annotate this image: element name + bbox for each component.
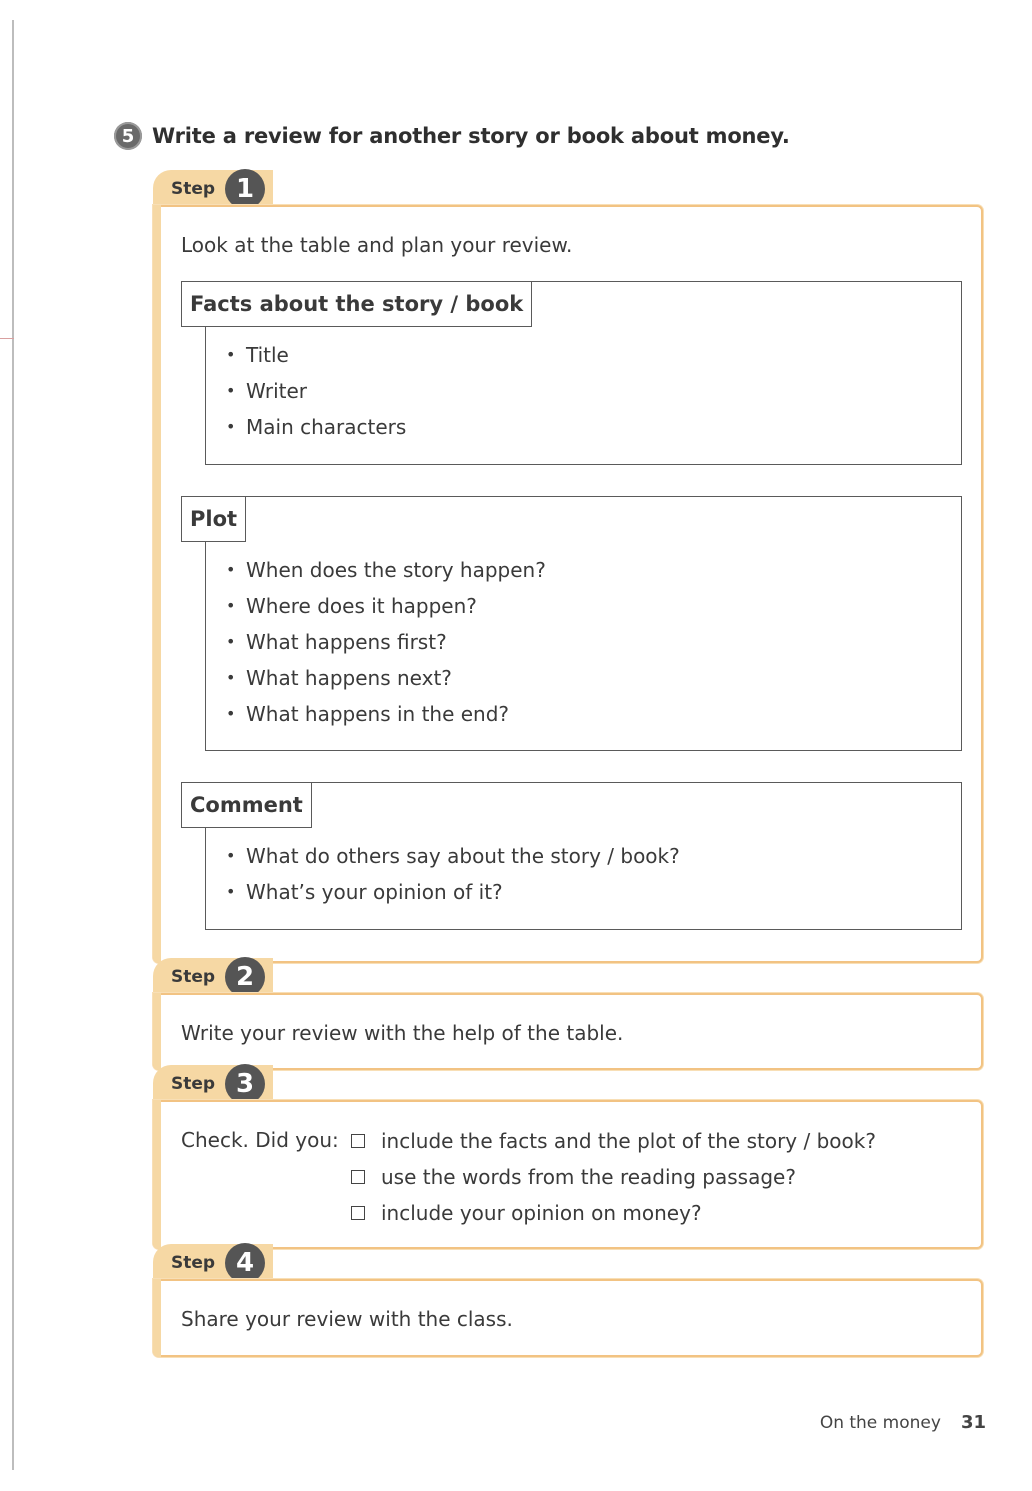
table-comment-heading: Comment [181, 782, 312, 828]
page-binding-edge [12, 20, 14, 1470]
list-item: • Title [226, 337, 406, 373]
step-3-box [153, 1100, 983, 1249]
step-3-tab [153, 1065, 273, 1103]
task-heading [114, 122, 790, 150]
step-1-number-badge: 1 [225, 169, 265, 209]
step-label: Step [171, 179, 216, 199]
checklist-item[interactable] [351, 1195, 876, 1231]
checklist-item-label: include your opinion on money? [381, 1201, 702, 1225]
step-1-box [153, 205, 983, 963]
checklist-item-label: include the facts and the plot of the story / book? [381, 1129, 876, 1153]
step-1-instruction: Look at the table and plan your review. [181, 233, 573, 257]
unit-title: On the money [819, 1412, 941, 1433]
table-plot-list [226, 552, 546, 732]
step-label: Step [171, 967, 216, 987]
page-number: 31 [960, 1412, 986, 1433]
step-3-number-badge: 3 [225, 1064, 265, 1104]
checkbox-icon[interactable] [351, 1206, 365, 1220]
table-facts-heading: Facts about the story / book [181, 281, 532, 327]
list-item: • Where does it happen? [226, 588, 546, 624]
step-label: Step [171, 1253, 216, 1273]
list-item: • Writer [226, 373, 406, 409]
list-item: • What do others say about the story / book? [226, 838, 680, 874]
list-item: • What’s your opinion of it? [226, 874, 680, 910]
step-2-box [153, 993, 983, 1070]
task-title: Write a review for another story or book about money. [152, 124, 790, 148]
step-4-instruction: Share your review with the class. [181, 1307, 513, 1331]
step-4-box [153, 1279, 983, 1357]
step-2-number-badge: 2 [225, 957, 265, 997]
table-comment [190, 782, 962, 930]
checkbox-icon[interactable] [351, 1170, 365, 1184]
list-item: • When does the story happen? [226, 552, 546, 588]
checklist-item[interactable] [351, 1123, 876, 1159]
table-comment-list [226, 838, 680, 910]
checkbox-icon[interactable] [351, 1134, 365, 1148]
table-plot-heading: Plot [181, 496, 246, 542]
checklist [351, 1123, 876, 1231]
page-footer [820, 1412, 986, 1433]
step-4-number-badge: 4 [225, 1243, 265, 1283]
table-plot [190, 496, 962, 751]
step-1-tab [153, 170, 273, 208]
checklist-item[interactable] [351, 1159, 876, 1195]
list-item: • Main characters [226, 409, 406, 445]
task-number-badge: 5 [114, 122, 142, 150]
step-2-instruction: Write your review with the help of the table. [181, 1021, 624, 1045]
list-item: • What happens in the end? [226, 696, 546, 732]
checklist-item-label: use the words from the reading passage? [381, 1165, 796, 1189]
step-label: Step [171, 1074, 216, 1094]
table-facts [190, 281, 962, 465]
step-4-tab [153, 1244, 273, 1282]
step-3-instruction: Check. Did you: [181, 1128, 339, 1152]
table-facts-list [226, 337, 406, 445]
page-margin-mark [0, 338, 14, 339]
list-item: • What happens first? [226, 624, 546, 660]
list-item: • What happens next? [226, 660, 546, 696]
step-2-tab [153, 958, 273, 996]
